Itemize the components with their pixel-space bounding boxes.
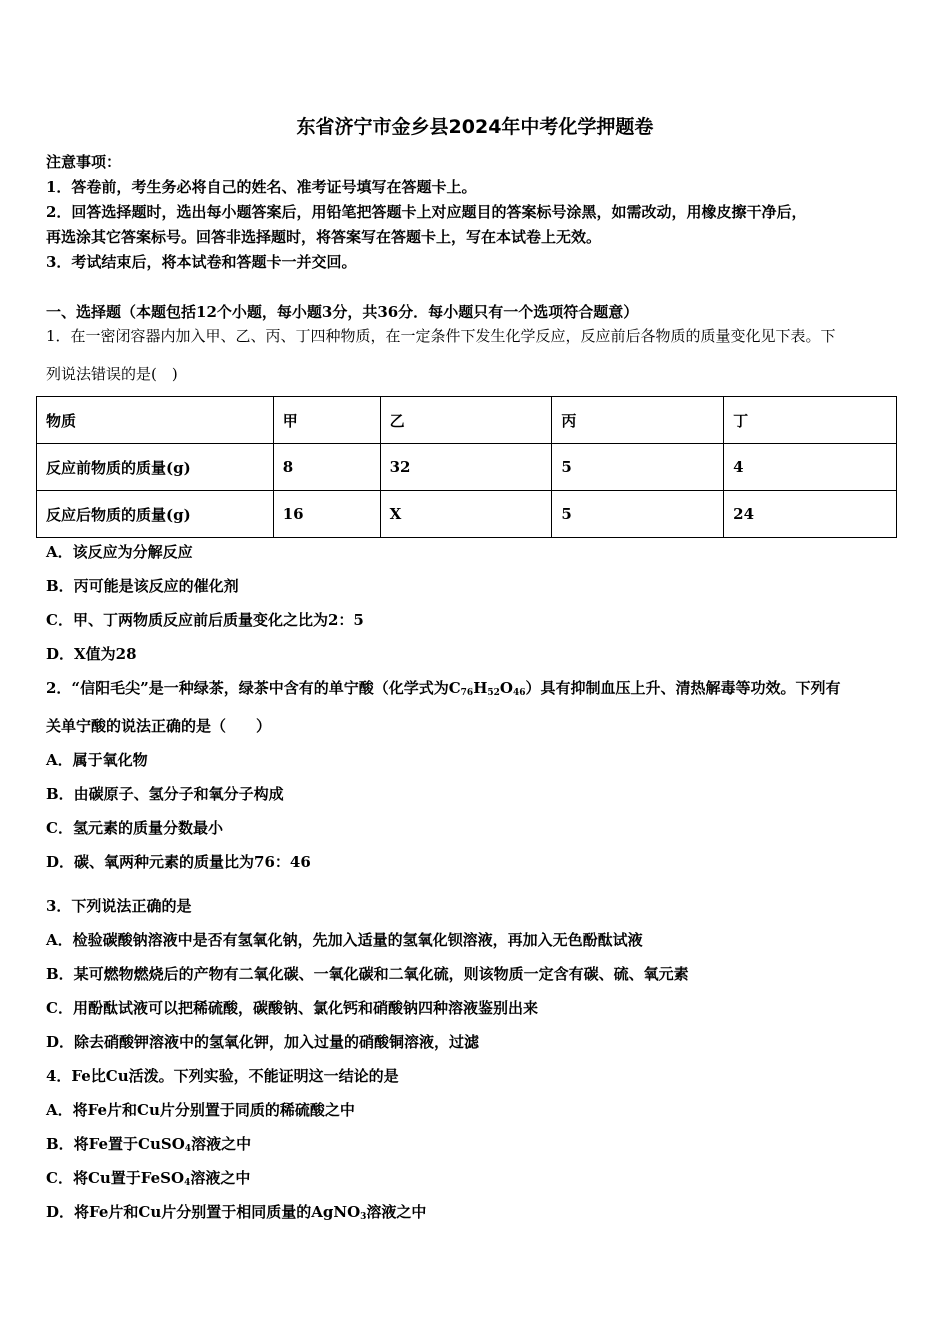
- q2-stem: [46, 678, 841, 698]
- option-c-text-end: 溶液之中: [190, 1169, 251, 1187]
- option-d: D．X值为28: [46, 645, 137, 663]
- formula-c: C: [448, 679, 461, 697]
- option-d: D．碳、氧两种元素的质量比为76：46: [46, 853, 311, 871]
- table-header: 丁: [724, 397, 897, 444]
- option-c: C．用酚酞试液可以把稀硫酸，碳酸钠、氯化钙和硝酸钠四种溶液鉴别出来: [46, 999, 538, 1017]
- subscript: 4: [184, 1178, 191, 1188]
- table-cell: 16: [273, 491, 380, 538]
- table-header: 乙: [380, 397, 552, 444]
- option-d: [46, 1202, 426, 1222]
- table-header-row: [37, 397, 897, 444]
- table-header: 物质: [37, 397, 274, 444]
- option-b: B．某可燃物燃烧后的产物有二氧化碳、一氧化碳和二氧化硫，则该物质一定含有碳、硫、氧元素: [46, 965, 689, 983]
- formula-c-count: 76: [460, 688, 474, 698]
- option-c: [46, 1168, 250, 1188]
- page-title: 东省济宁市金乡县2024年中考化学押题卷: [296, 116, 654, 138]
- table-cell: 5: [552, 444, 724, 491]
- option-c-text: C．将Cu置于FeSO: [46, 1169, 185, 1187]
- note-item: 2．回答选择题时，选出每小题答案后，用铅笔把答题卡上对应题目的答案标号涂黑，如需改动，用橡皮擦干净后，: [46, 203, 807, 221]
- formula-h-count: 52: [487, 688, 500, 698]
- option-b: B．由碳原子、氢分子和氧分子构成: [46, 785, 284, 803]
- table-cell: 32: [380, 444, 552, 491]
- option-b-text-end: 溶液之中: [191, 1135, 252, 1153]
- option-a: A．检验碳酸钠溶液中是否有氢氧化钠，先加入适量的氢氧化钡溶液，再加入无色酚酞试液: [46, 931, 643, 949]
- option-a: A．将Fe片和Cu片分别置于同质的稀硫酸之中: [46, 1101, 355, 1119]
- q2-stem-cont: 关单宁酸的说法正确的是（ ）: [46, 717, 272, 735]
- option-a: A．该反应为分解反应: [46, 543, 193, 561]
- q3-stem: 3．下列说法正确的是: [46, 897, 192, 915]
- table-cell: 反应前物质的质量(g): [37, 444, 274, 491]
- option-b-text: B．将Fe置于CuSO: [46, 1135, 185, 1153]
- formula-o: O: [499, 679, 513, 697]
- note-item: 再选涂其它答案标号。回答非选择题时，将答案写在答题卡上，写在本试卷上无效。: [46, 228, 602, 246]
- mass-table: [36, 396, 897, 538]
- table-cell: 24: [724, 491, 897, 538]
- option-d: D．除去硝酸钾溶液中的氢氧化钾，加入过量的硝酸铜溶液，过滤: [46, 1033, 480, 1051]
- table-cell: 反应后物质的质量(g): [37, 491, 274, 538]
- table-cell: 5: [552, 491, 724, 538]
- table-cell: X: [380, 491, 552, 538]
- option-d-text: D．将Fe片和Cu片分别置于相同质量的AgNO: [46, 1203, 361, 1221]
- note-item: 1．答卷前，考生务必将自己的姓名、准考证号填写在答题卡上。: [46, 178, 477, 196]
- option-c: C．甲、丁两物质反应前后质量变化之比为2：5: [46, 611, 364, 629]
- option-d-text-end: 溶液之中: [366, 1203, 427, 1221]
- q1-stem-cont: 列说法错误的是( ): [46, 365, 178, 383]
- formula-h: H: [473, 679, 488, 697]
- q1-stem: 1．在一密闭容器内加入甲、乙、丙、丁四种物质，在一定条件下发生化学反应，反应前后各物质的质量变化见下表。下: [46, 327, 836, 345]
- subscript: 3: [360, 1212, 367, 1222]
- table-cell: 8: [273, 444, 380, 491]
- table-row: [37, 444, 897, 491]
- q2-stem-prefix: 2．“信阳毛尖”是一种绿茶，绿茶中含有的单宁酸（化学式为: [46, 679, 449, 697]
- table-row: [37, 491, 897, 538]
- q4-stem: 4．Fe比Cu活泼。下列实验，不能证明这一结论的是: [46, 1067, 399, 1085]
- table-cell: 4: [724, 444, 897, 491]
- formula-o-count: 46: [512, 688, 526, 698]
- table-header: 甲: [273, 397, 380, 444]
- section-heading: 一、选择题（本题包括12个小题，每小题3分，共36分．每小题只有一个选项符合题意）: [46, 303, 639, 321]
- option-a: A．属于氧化物: [46, 751, 148, 769]
- q2-stem-suffix: ）具有抑制血压上升、清热解毒等功效。下列有: [525, 679, 841, 697]
- table-header: 丙: [552, 397, 724, 444]
- note-item: 3．考试结束后，将本试卷和答题卡一并交回。: [46, 253, 357, 271]
- option-b: B．丙可能是该反应的催化剂: [46, 577, 239, 595]
- option-c: C．氢元素的质量分数最小: [46, 819, 223, 837]
- subscript: 4: [184, 1144, 192, 1154]
- notes-heading: 注意事项：: [46, 153, 122, 171]
- option-b: [46, 1134, 251, 1154]
